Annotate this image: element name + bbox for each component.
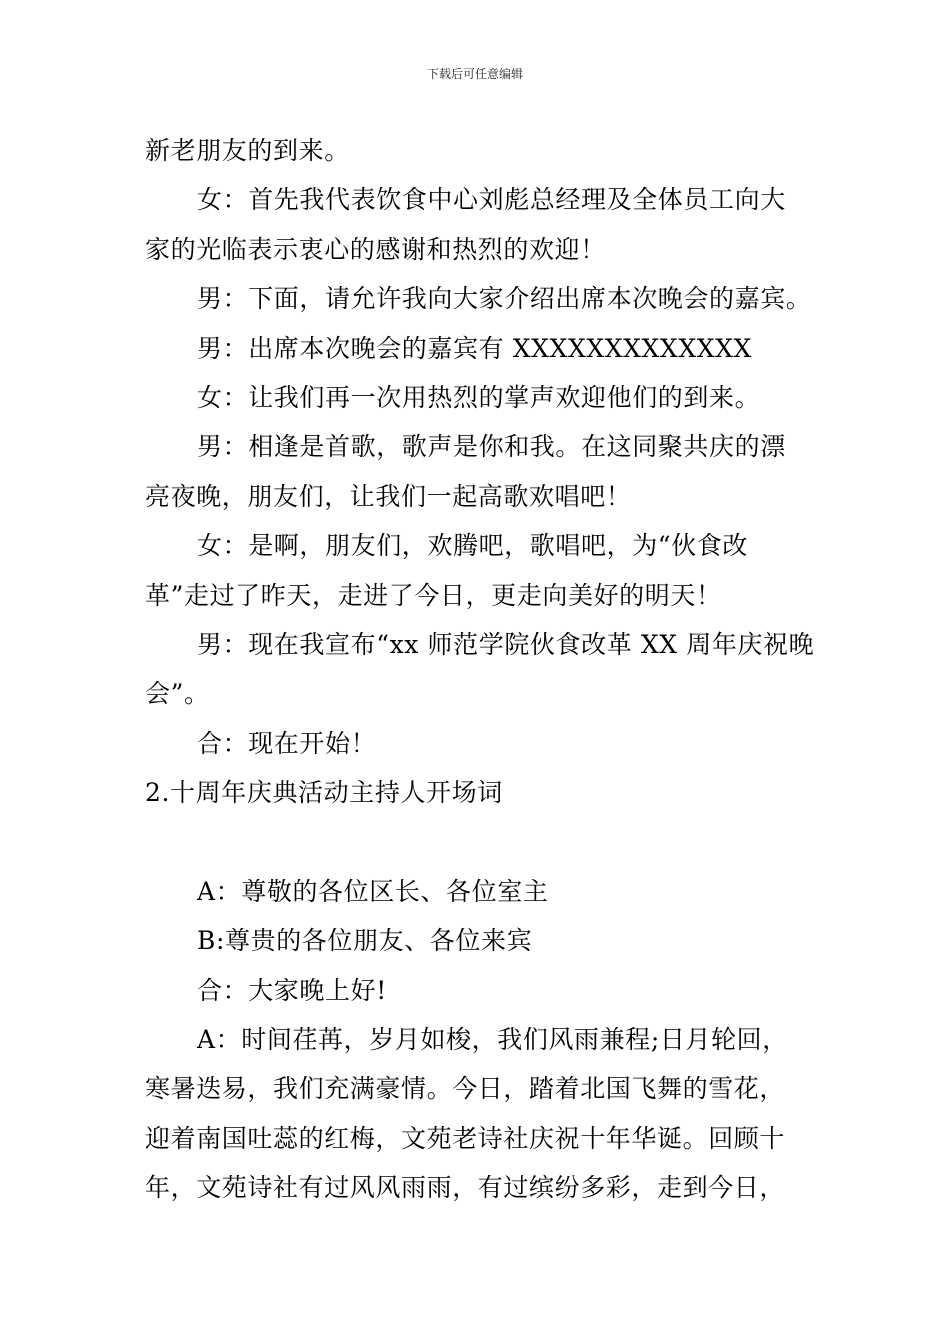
text-line: 合：大家晚上好! xyxy=(197,975,387,1005)
text-line: 新老朋友的到来。 xyxy=(145,136,350,165)
text-line: 女：首先我代表饮食中心刘彪总经理及全体员工向大 xyxy=(197,185,786,215)
text-line: 男：现在我宣布“xx 师范学院伙食改革 XX 周年庆祝晚 xyxy=(197,629,815,659)
text-line: 革”走过了昨天，走进了今日，更走向美好的明天！ xyxy=(145,580,722,610)
text-line: 女：让我们再一次用热烈的掌声欢迎他们的到来。 xyxy=(197,382,761,412)
text-line: A：尊敬的各位区长、各位室主 xyxy=(197,876,549,906)
text-line: 男：下面，请允许我向大家介绍出席本次晚会的嘉宾。 xyxy=(197,284,812,314)
text-line: 迎着南国吐蕊的红梅，文苑老诗社庆祝十年华诞。回顾十 xyxy=(145,1123,786,1153)
text-line: 男：相逢是首歌，歌声是你和我。在这同聚共庆的漂 xyxy=(197,432,786,462)
text-line: 年，文苑诗社有过风风雨雨，有过缤纷多彩，走到今日， xyxy=(145,1173,786,1203)
text-line: 亮夜晚，朋友们，让我们一起高歌欢唱吧！ xyxy=(145,481,632,511)
blank-line xyxy=(145,817,810,866)
text-line: A：时间荏苒，岁月如梭，我们风雨兼程;日月轮回， xyxy=(197,1025,788,1055)
text-line: 女：是啊，朋友们，欢腾吧，歌唱吧，为“伙食改 xyxy=(197,531,748,561)
page-header-note: 下载后可任意编辑 xyxy=(426,67,523,81)
section-heading: 2.十周年庆典活动主持人开场词 xyxy=(145,778,503,808)
text-line: 合：现在开始！ xyxy=(197,728,377,758)
text-line: B:尊贵的各位朋友、各位来宾 xyxy=(197,926,533,956)
text-line: 家的光临表示衷心的感谢和热烈的欢迎！ xyxy=(145,234,606,264)
document-body xyxy=(145,126,815,1213)
text-line: 男：出席本次晚会的嘉宾有 XXXXXXXXXXXXX xyxy=(197,333,752,363)
text-line: 会”。 xyxy=(145,679,210,709)
text-line: 寒暑迭易，我们充满豪情。今日，踏着北国飞舞的雪花， xyxy=(145,1074,786,1104)
